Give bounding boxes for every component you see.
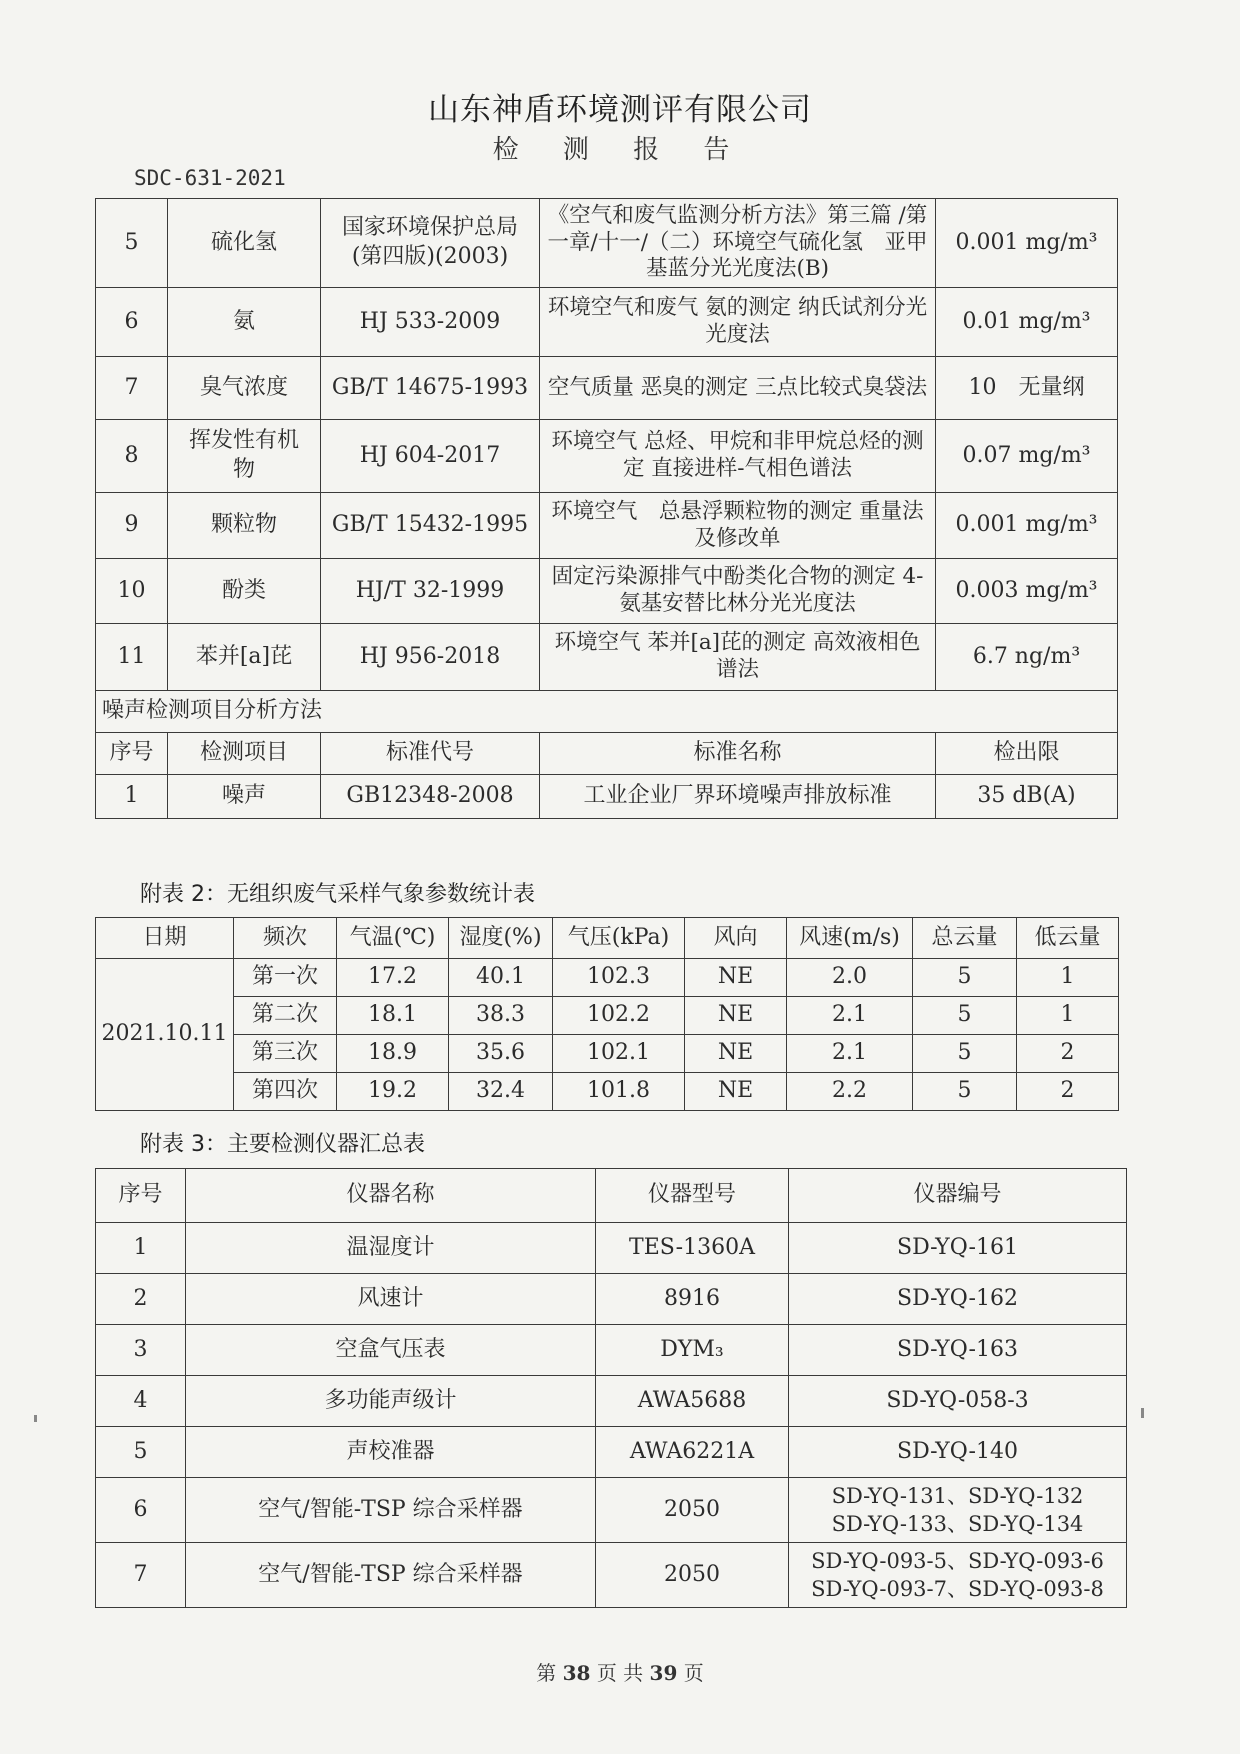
instrument-serials xyxy=(789,1478,1127,1543)
instrument-serial-line: SD-YQ-093-5、SD-YQ-093-6 xyxy=(811,1548,1104,1573)
table-row xyxy=(96,1376,1127,1427)
row-number: 6 xyxy=(96,288,168,357)
table3-caption: 附表 3：主要检测仪器汇总表 xyxy=(140,1132,425,1157)
report-title: 检 测 报 告 xyxy=(492,135,748,165)
temperature: 19.2 xyxy=(337,1073,449,1111)
page-middle: 页 共 xyxy=(596,1661,644,1685)
standard-code: HJ 956-2018 xyxy=(321,624,540,691)
standard-name: 《空气和废气监测分析方法》第三篇 /第一章/十一/（二）环境空气硫化氢 亚甲基蓝分光光度法(B) xyxy=(540,199,936,288)
detection-item: 硫化氢 xyxy=(168,199,321,288)
temperature: 18.9 xyxy=(337,1035,449,1073)
detection-item: 酚类 xyxy=(168,559,321,624)
table2-caption: 附表 2：无组织废气采样气象参数统计表 xyxy=(140,882,535,907)
instrument-serial-line: SD-YQ-133、SD-YQ-134 xyxy=(831,1512,1084,1536)
low-cloud: 1 xyxy=(1017,959,1119,997)
table-row xyxy=(96,959,1119,997)
standard-code: GB/T 15432-1995 xyxy=(321,493,540,559)
wind-direction: NE xyxy=(685,959,787,997)
standard-name: 环境空气 苯并[a]芘的测定 高效液相色谱法 xyxy=(540,624,936,691)
detection-limit: 0.01 mg/m³ xyxy=(936,288,1118,357)
row-number: 3 xyxy=(96,1325,186,1376)
sampling-date: 2021.10.11 xyxy=(96,959,234,1111)
column-header: 仪器编号 xyxy=(789,1169,1127,1223)
column-header: 序号 xyxy=(96,733,168,775)
document-number: SDC-631-2021 xyxy=(134,166,286,190)
header-row xyxy=(96,1169,1127,1223)
instrument-name: 空气/智能-TSP 综合采样器 xyxy=(186,1543,596,1608)
column-header: 湿度(%) xyxy=(449,918,553,959)
row-number: 4 xyxy=(96,1376,186,1427)
detection-limit: 0.07 mg/m³ xyxy=(936,420,1118,493)
column-header: 仪器型号 xyxy=(596,1169,789,1223)
instrument-serial: SD-YQ-163 xyxy=(789,1325,1127,1376)
analysis-method-table xyxy=(95,198,1118,819)
standard-code: HJ 533-2009 xyxy=(321,288,540,357)
standard-name: 工业企业厂界环境噪声排放标准 xyxy=(540,775,936,819)
table-row xyxy=(96,1478,1127,1543)
instrument-serial: SD-YQ-162 xyxy=(789,1274,1127,1325)
row-number: 2 xyxy=(96,1274,186,1325)
instrument-name: 风速计 xyxy=(186,1274,596,1325)
instrument-model: 2050 xyxy=(596,1543,789,1608)
table-row xyxy=(96,357,1118,420)
page-total: 39 xyxy=(649,1661,678,1685)
standard-code: 国家环境保护总局 (第四版)(2003) xyxy=(321,199,540,288)
column-header: 序号 xyxy=(96,1169,186,1223)
instrument-serial-line: SD-YQ-131、SD-YQ-132 xyxy=(831,1483,1084,1508)
scan-speck xyxy=(1141,1408,1144,1418)
column-header: 日期 xyxy=(96,918,234,959)
detection-item: 颗粒物 xyxy=(168,493,321,559)
table-row xyxy=(96,624,1118,691)
detection-limit: 35 dB(A) xyxy=(936,775,1118,819)
row-number: 5 xyxy=(96,1427,186,1478)
standard-code: HJ/T 32-1999 xyxy=(321,559,540,624)
column-header: 气压(kPa) xyxy=(553,918,685,959)
instrument-model: TES-1360A xyxy=(596,1223,789,1274)
table-row xyxy=(96,1223,1127,1274)
table-row xyxy=(96,199,1118,288)
row-number: 7 xyxy=(96,357,168,420)
instrument-name: 温湿度计 xyxy=(186,1223,596,1274)
wind-speed: 2.1 xyxy=(787,997,913,1035)
header-row xyxy=(96,918,1119,959)
noise-section-row xyxy=(96,691,1118,733)
column-header: 仪器名称 xyxy=(186,1169,596,1223)
noise-header-row xyxy=(96,733,1118,775)
detection-item: 氨 xyxy=(168,288,321,357)
column-header: 标准名称 xyxy=(540,733,936,775)
detection-limit: 0.001 mg/m³ xyxy=(936,493,1118,559)
total-cloud: 5 xyxy=(913,1073,1017,1111)
instrument-serials xyxy=(789,1543,1127,1608)
page-footer xyxy=(0,1657,1240,1686)
detection-limit: 0.001 mg/m³ xyxy=(936,199,1118,288)
row-number: 9 xyxy=(96,493,168,559)
instrument-name: 空盒气压表 xyxy=(186,1325,596,1376)
column-header: 检出限 xyxy=(936,733,1118,775)
table-row xyxy=(96,1035,1119,1073)
total-cloud: 5 xyxy=(913,997,1017,1035)
column-header: 标准代号 xyxy=(321,733,540,775)
instrument-serial: SD-YQ-140 xyxy=(789,1427,1127,1478)
humidity: 32.4 xyxy=(449,1073,553,1111)
row-number: 6 xyxy=(96,1478,186,1543)
instrument-model: AWA5688 xyxy=(596,1376,789,1427)
column-header: 低云量 xyxy=(1017,918,1119,959)
row-number: 1 xyxy=(96,1223,186,1274)
instrument-model: 8916 xyxy=(596,1274,789,1325)
wind-speed: 2.0 xyxy=(787,959,913,997)
low-cloud: 1 xyxy=(1017,997,1119,1035)
instrument-serial: SD-YQ-161 xyxy=(789,1223,1127,1274)
wind-speed: 2.1 xyxy=(787,1035,913,1073)
pressure: 102.2 xyxy=(553,997,685,1035)
row-number: 5 xyxy=(96,199,168,288)
humidity: 38.3 xyxy=(449,997,553,1035)
instrument-model: AWA6221A xyxy=(596,1427,789,1478)
row-number: 10 xyxy=(96,559,168,624)
total-cloud: 5 xyxy=(913,1035,1017,1073)
temperature: 17.2 xyxy=(337,959,449,997)
page-number: 38 xyxy=(562,1661,591,1685)
temperature: 18.1 xyxy=(337,997,449,1035)
company-name: 山东神盾环境测评有限公司 xyxy=(428,92,812,128)
detection-item: 苯并[a]芘 xyxy=(168,624,321,691)
frequency: 第四次 xyxy=(234,1073,337,1111)
standard-code: GB/T 14675-1993 xyxy=(321,357,540,420)
standard-code: GB12348-2008 xyxy=(321,775,540,819)
low-cloud: 2 xyxy=(1017,1073,1119,1111)
standard-name: 环境空气 总悬浮颗粒物的测定 重量法及修改单 xyxy=(540,493,936,559)
detection-item: 挥发性有机物 xyxy=(168,420,321,493)
column-header: 总云量 xyxy=(913,918,1017,959)
frequency: 第三次 xyxy=(234,1035,337,1073)
standard-code: HJ 604-2017 xyxy=(321,420,540,493)
wind-direction: NE xyxy=(685,1073,787,1111)
pressure: 101.8 xyxy=(553,1073,685,1111)
noise-section-title: 噪声检测项目分析方法 xyxy=(96,691,1118,733)
instrument-name: 声校准器 xyxy=(186,1427,596,1478)
column-header: 频次 xyxy=(234,918,337,959)
instrument-name: 多功能声级计 xyxy=(186,1376,596,1427)
humidity: 40.1 xyxy=(449,959,553,997)
table-row xyxy=(96,775,1118,819)
wind-direction: NE xyxy=(685,997,787,1035)
standard-name: 环境空气 总烃、甲烷和非甲烷总烃的测定 直接进样-气相色谱法 xyxy=(540,420,936,493)
standard-name: 空气质量 恶臭的测定 三点比较式臭袋法 xyxy=(540,357,936,420)
table-row xyxy=(96,1427,1127,1478)
instrument-table xyxy=(95,1168,1127,1608)
table-row xyxy=(96,1073,1119,1111)
page-prefix: 第 xyxy=(536,1661,557,1685)
table-row xyxy=(96,1543,1127,1608)
humidity: 35.6 xyxy=(449,1035,553,1073)
standard-name: 固定污染源排气中酚类化合物的测定 4-氨基安替比林分光光度法 xyxy=(540,559,936,624)
frequency: 第一次 xyxy=(234,959,337,997)
instrument-name: 空气/智能-TSP 综合采样器 xyxy=(186,1478,596,1543)
frequency: 第二次 xyxy=(234,997,337,1035)
table-row xyxy=(96,997,1119,1035)
row-number: 11 xyxy=(96,624,168,691)
detection-limit: 10 无量纲 xyxy=(936,357,1118,420)
table-row xyxy=(96,493,1118,559)
column-header: 风速(m/s) xyxy=(787,918,913,959)
detection-limit: 6.7 ng/m³ xyxy=(936,624,1118,691)
weather-parameter-table xyxy=(95,917,1119,1111)
total-cloud: 5 xyxy=(913,959,1017,997)
table-row xyxy=(96,1325,1127,1376)
row-number: 8 xyxy=(96,420,168,493)
instrument-model: 2050 xyxy=(596,1478,789,1543)
table-row xyxy=(96,420,1118,493)
standard-name: 环境空气和废气 氨的测定 纳氏试剂分光光度法 xyxy=(540,288,936,357)
pressure: 102.3 xyxy=(553,959,685,997)
wind-direction: NE xyxy=(685,1035,787,1073)
instrument-serial: SD-YQ-058-3 xyxy=(789,1376,1127,1427)
column-header: 气温(℃) xyxy=(337,918,449,959)
detection-item: 臭气浓度 xyxy=(168,357,321,420)
instrument-serial-line: SD-YQ-093-7、SD-YQ-093-8 xyxy=(811,1577,1104,1601)
row-number: 7 xyxy=(96,1543,186,1608)
table-row xyxy=(96,559,1118,624)
scan-speck xyxy=(34,1415,37,1422)
pressure: 102.1 xyxy=(553,1035,685,1073)
wind-speed: 2.2 xyxy=(787,1073,913,1111)
table-row xyxy=(96,288,1118,357)
table-row xyxy=(96,1274,1127,1325)
page-suffix: 页 xyxy=(683,1661,704,1685)
row-number: 1 xyxy=(96,775,168,819)
column-header: 检测项目 xyxy=(168,733,321,775)
detection-limit: 0.003 mg/m³ xyxy=(936,559,1118,624)
low-cloud: 2 xyxy=(1017,1035,1119,1073)
instrument-model: DYM₃ xyxy=(596,1325,789,1376)
column-header: 风向 xyxy=(685,918,787,959)
detection-item: 噪声 xyxy=(168,775,321,819)
